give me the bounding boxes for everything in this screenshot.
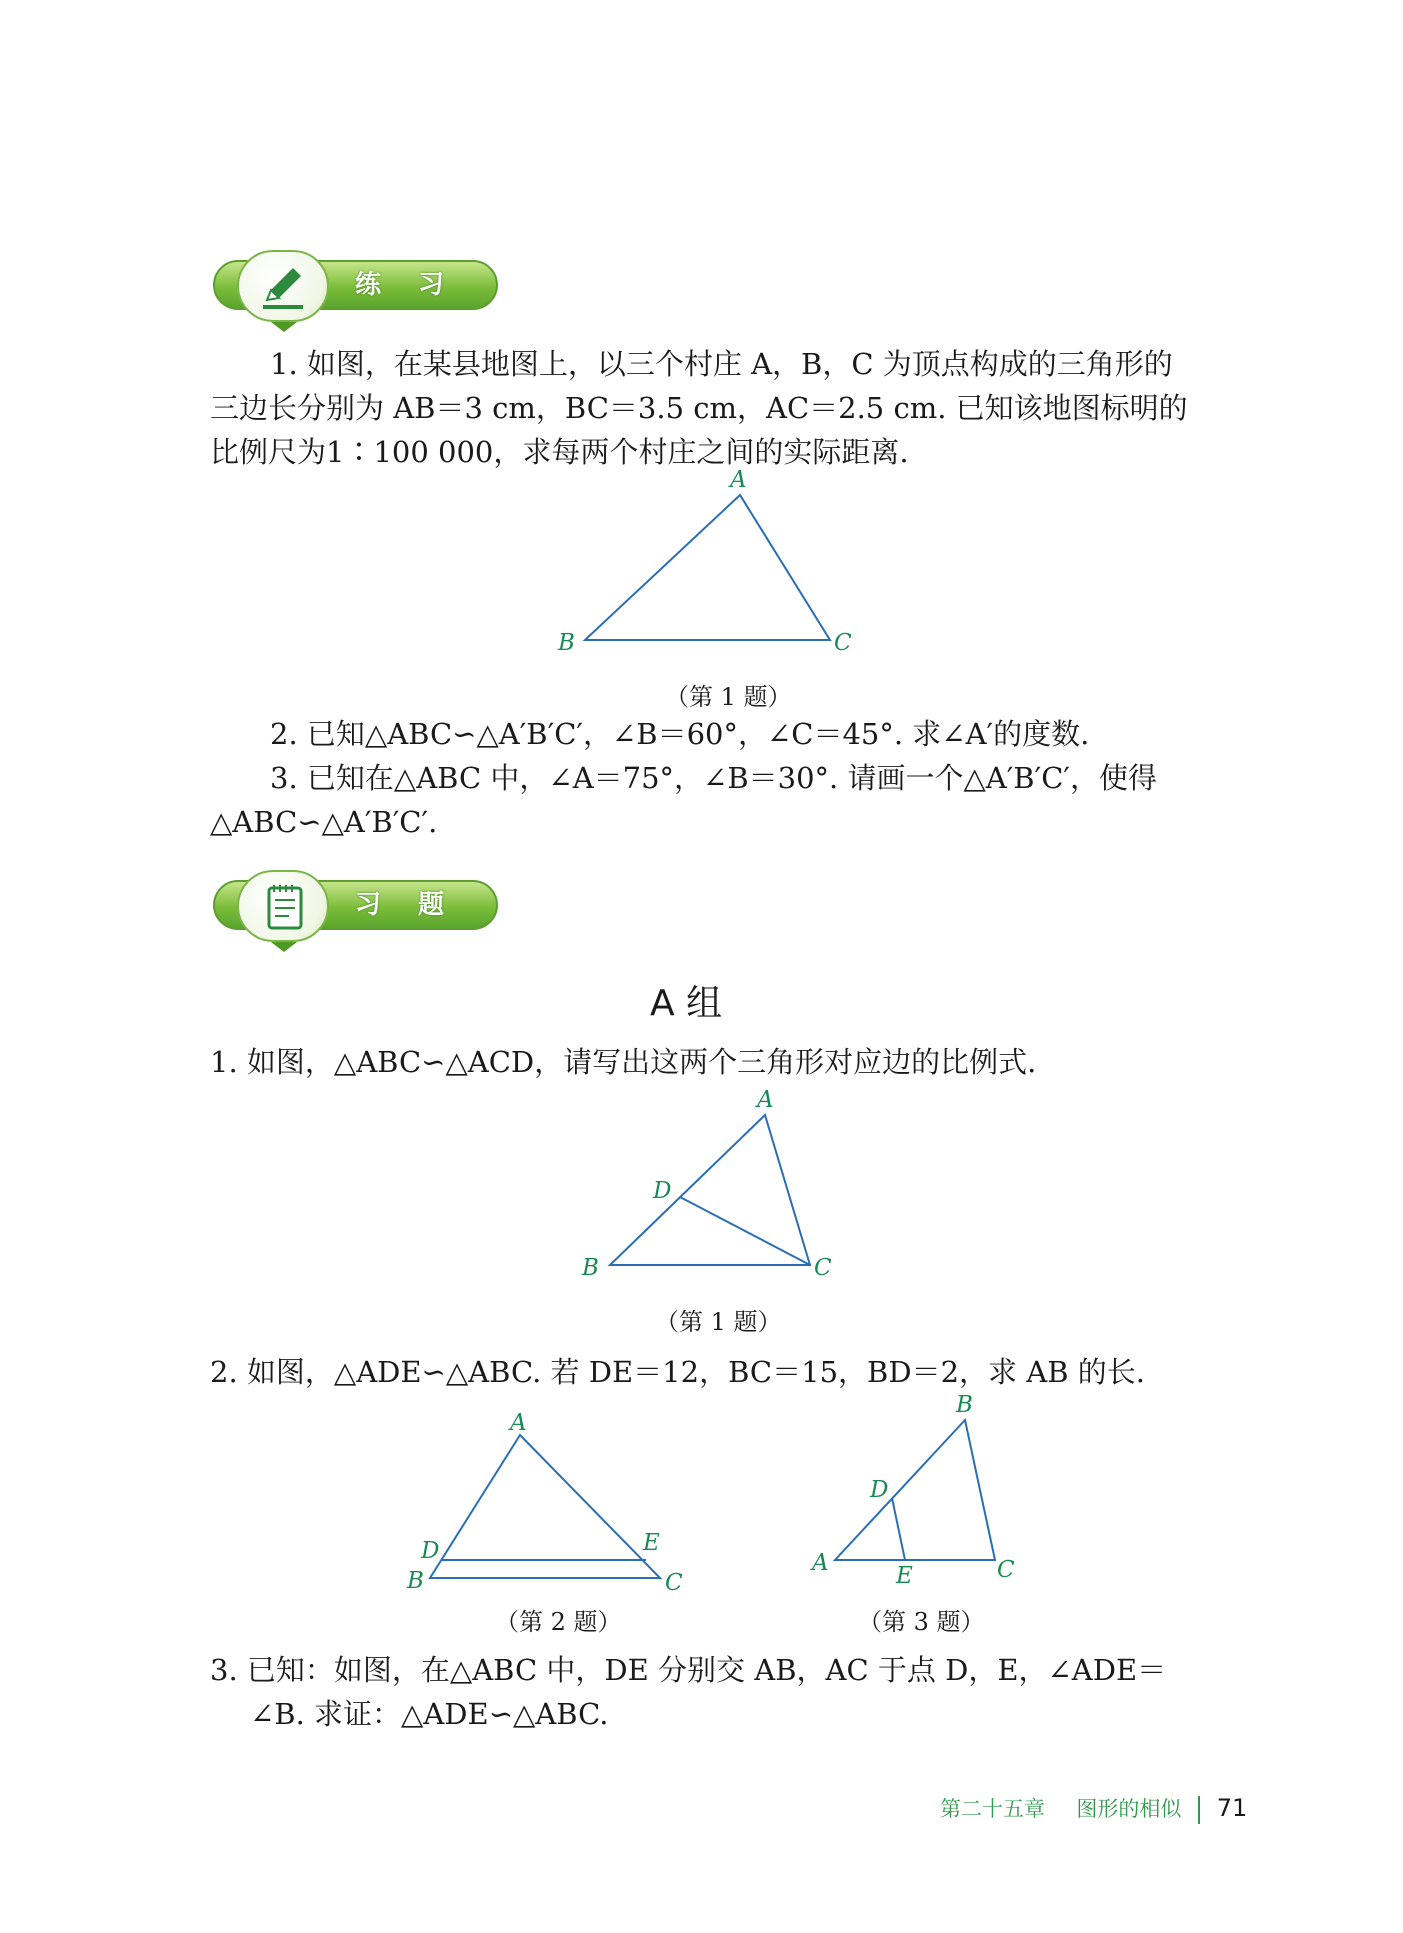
triangle-abc	[610, 1115, 810, 1265]
practice-q3-line1: 3. 已知在△ABC 中，∠A＝75°，∠B＝30°. 请画一个△A′B′C′，使得	[270, 761, 1157, 795]
label-a: A	[757, 1087, 774, 1113]
exercise-figure-2	[395, 1400, 705, 1595]
practice-q2: 2. 已知△ABC∽△A′B′C′，∠B＝60°，∠C＝45°. 求∠A′的度数.	[270, 717, 1090, 751]
label-b: B	[558, 630, 575, 656]
footer-chapter: 第二十五章	[940, 1797, 1045, 1821]
label-e: E	[643, 1530, 660, 1556]
label-a: A	[812, 1550, 829, 1576]
label-c: C	[834, 630, 852, 656]
label-e: E	[896, 1563, 913, 1589]
label-d: D	[870, 1477, 889, 1503]
label-d: D	[421, 1538, 440, 1564]
practice-q1-line1: 1. 如图，在某县地图上，以三个村庄 A，B，C 为顶点构成的三角形的	[270, 347, 1173, 381]
label-b: B	[407, 1568, 424, 1594]
practice-banner-label: 练 习	[355, 270, 459, 300]
label-b: B	[956, 1392, 973, 1418]
exercise-fig2-caption: （第 2 题）	[495, 1608, 622, 1636]
practice-q1-line2: 三边长分别为 AB＝3 cm，BC＝3.5 cm，AC＝2.5 cm. 已知该地图标明的	[210, 391, 1188, 425]
footer-title: 图形的相似	[1076, 1797, 1182, 1821]
triangle-abc	[835, 1420, 995, 1560]
practice-fig1-caption: （第 1 题）	[665, 683, 792, 711]
exercise-q1: 1. 如图，△ABC∽△ACD，请写出这两个三角形对应边的比例式.	[210, 1045, 1037, 1079]
segment-dc	[680, 1197, 810, 1265]
page-number: 71	[1216, 1794, 1248, 1822]
practice-q1-line3: 比例尺为1∶100 000，求每两个村庄之间的实际距离.	[210, 435, 909, 469]
exercise-fig1-caption: （第 1 题）	[655, 1308, 782, 1336]
practice-figure-1	[540, 465, 870, 660]
exercise-figure-3	[800, 1385, 1040, 1590]
exercise-q3-line1: 3. 已知：如图，在△ABC 中，DE 分别交 AB，AC 于点 D，E，∠ADE＝	[210, 1653, 1167, 1687]
triangle-abc	[430, 1435, 660, 1578]
label-b: B	[582, 1255, 599, 1281]
label-c: C	[665, 1570, 683, 1595]
notepad-icon	[257, 880, 311, 934]
label-c: C	[814, 1255, 832, 1281]
label-a: A	[730, 467, 747, 493]
practice-banner	[205, 250, 505, 336]
group-title: A 组	[650, 983, 723, 1024]
segment-de	[892, 1498, 905, 1560]
exercise-q3-line2: ∠B. 求证：△ADE∽△ABC.	[250, 1697, 609, 1731]
exercise-fig3-caption: （第 3 题）	[858, 1608, 985, 1636]
footer-separator	[1198, 1796, 1200, 1824]
triangle-abc	[585, 495, 830, 640]
pencil-icon	[257, 260, 311, 314]
exercise-banner-label: 习 题	[355, 890, 459, 920]
page-footer	[940, 1790, 1247, 1826]
exercise-banner	[205, 870, 505, 956]
exercise-figure-1	[570, 1085, 850, 1290]
label-c: C	[997, 1557, 1015, 1583]
exercise-q2: 2. 如图，△ADE∽△ABC. 若 DE＝12，BC＝15，BD＝2，求 AB 的长.	[210, 1355, 1145, 1389]
label-a: A	[510, 1410, 527, 1436]
practice-q3-line2: △ABC∽△A′B′C′.	[210, 805, 438, 839]
label-d: D	[653, 1178, 672, 1204]
